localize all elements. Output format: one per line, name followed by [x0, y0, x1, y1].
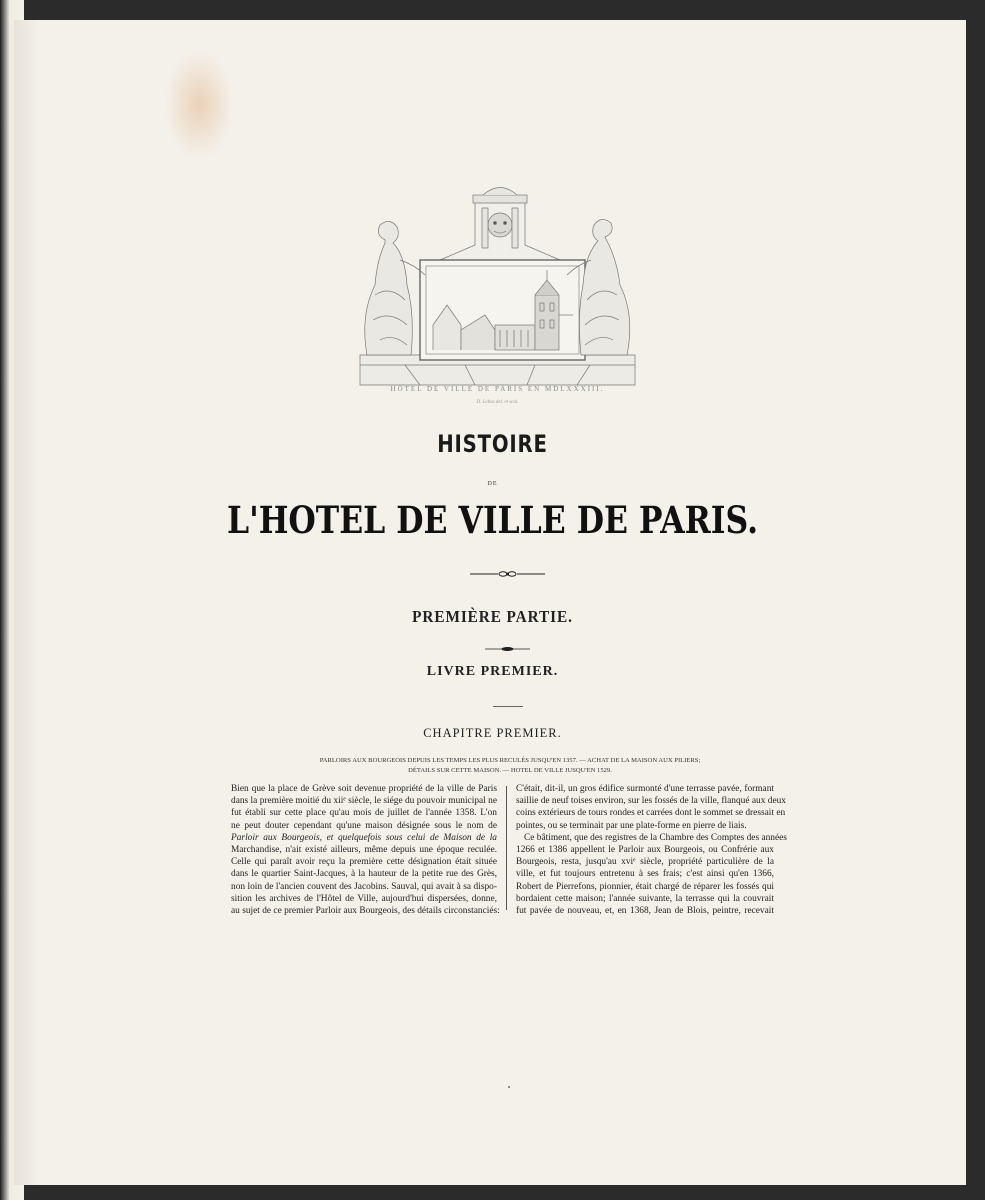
text-line: saillie de neuf toises environ, sur les fossés de la ville, flanqué aux deux: [516, 796, 786, 807]
left-text-column: [231, 783, 500, 917]
chapter-title: CHAPITRE PREMIER.: [423, 726, 562, 740]
text-line: fut pavée de nouveau, et, en 1368, Jean de Blois, peintre, recevait: [516, 906, 774, 917]
engraving-credit: D. Lebas del. et scul.: [476, 400, 519, 405]
right-text-column: [516, 783, 787, 917]
text-line: ne peut douter cependant qu'une maison désignée sous le nom de: [231, 820, 497, 831]
short-rule: [493, 706, 523, 707]
hotel-de-ville-engraving: [345, 165, 645, 415]
page-gutter-shadow: [14, 20, 40, 1185]
chapter-summary-line-2: DÉTAILS SUR CETTE MAISON. — HOTEL DE VILLE JUSQU'EN 1529.: [408, 767, 612, 774]
foxing-stain: [164, 50, 234, 160]
title-histoire: HISTOIRE: [437, 430, 548, 458]
column-divider: [506, 786, 507, 910]
text-line: Robert de Pierrefons, pionnier, était chargé de réparer les fossés qui: [516, 881, 774, 892]
text-line: Ce bâtiment, que des registres de la Chambre des Comptes des années: [524, 832, 787, 843]
text-line: bordaient cette maison; l'année suivante, la terrasse qui la couvrait: [516, 893, 774, 904]
chapter-summary-line-1: PARLOIRS AUX BOURGEOIS DEPUIS LES TEMPS LES PLUS RECULÉS JUSQU'EN 1357. — ACHAT DE LA MAISON AUX PILIERS;: [319, 757, 701, 764]
text-line: au sujet de ce premier Parloir aux Bourgeois, des détails circonstanciés:: [231, 906, 500, 917]
text-line: Parloir aux Bourgeois, et quelquefois sous celui de Maison de la: [231, 832, 497, 843]
text-line: non loin de l'ancien couvent des Jacobins. Sauval, qui avait à sa dispo-: [231, 881, 497, 892]
engraving-caption: HÔTEL DE VILLE DE PARIS EN MDLXXXIII.: [390, 385, 605, 393]
text-line: pointes, ou se terminait par une plate-forme en pierre de liais.: [516, 820, 747, 831]
livre-title: LIVRE PREMIER.: [426, 664, 559, 679]
main-title: L'HOTEL DE VILLE DE PARIS.: [226, 498, 759, 542]
text-line: dans la première moitié du xiiᵉ siècle, le siége du pouvoir municipal ne: [231, 796, 497, 807]
part-title: PREMIÈRE PARTIE.: [412, 607, 573, 626]
text-line: C'était, dit-il, un gros édifice surmonté d'une terrasse pavée, formant: [516, 784, 774, 794]
page-mark-dot: [508, 1086, 510, 1088]
ornament-divider: [470, 569, 545, 579]
text-line: coins extérieurs de tours rondes et carrées dont le sommet se dressait en: [516, 808, 786, 819]
text-line: ville, et fut toujours entretenu à ses frais; c'est ainsi qu'en 1366,: [516, 869, 774, 880]
text-line: Celle qui paraît avoir reçu la première cette désignation était située: [231, 857, 497, 868]
text-line: Bien que la place de Grève soit devenue propriété de la ville de Paris: [231, 784, 497, 794]
text-line: 1266 et 1386 appellent le Parloir aux Bourgeois, ou Confrérie aux: [516, 845, 774, 856]
text-line: Marchandise, n'ait existé ailleurs, même depuis une époque reculée.: [231, 845, 497, 856]
small-ornament-divider: [485, 644, 530, 654]
text-line: sition les archives de l'Hôtel de Ville, aujourd'hui dispersées, donne,: [231, 893, 497, 904]
title-de: DE: [487, 481, 498, 487]
text-line: fut établi sur cette place qu'au mois de juillet de l'année 1358. L'on: [231, 808, 497, 819]
text-line: Bourgeois, resta, jusqu'au xviᵉ siècle, propriété particulière de la: [516, 857, 774, 868]
text-line: dans le quartier Saint-Jacques, à la hauteur de la petite rue des Grès,: [231, 869, 497, 880]
